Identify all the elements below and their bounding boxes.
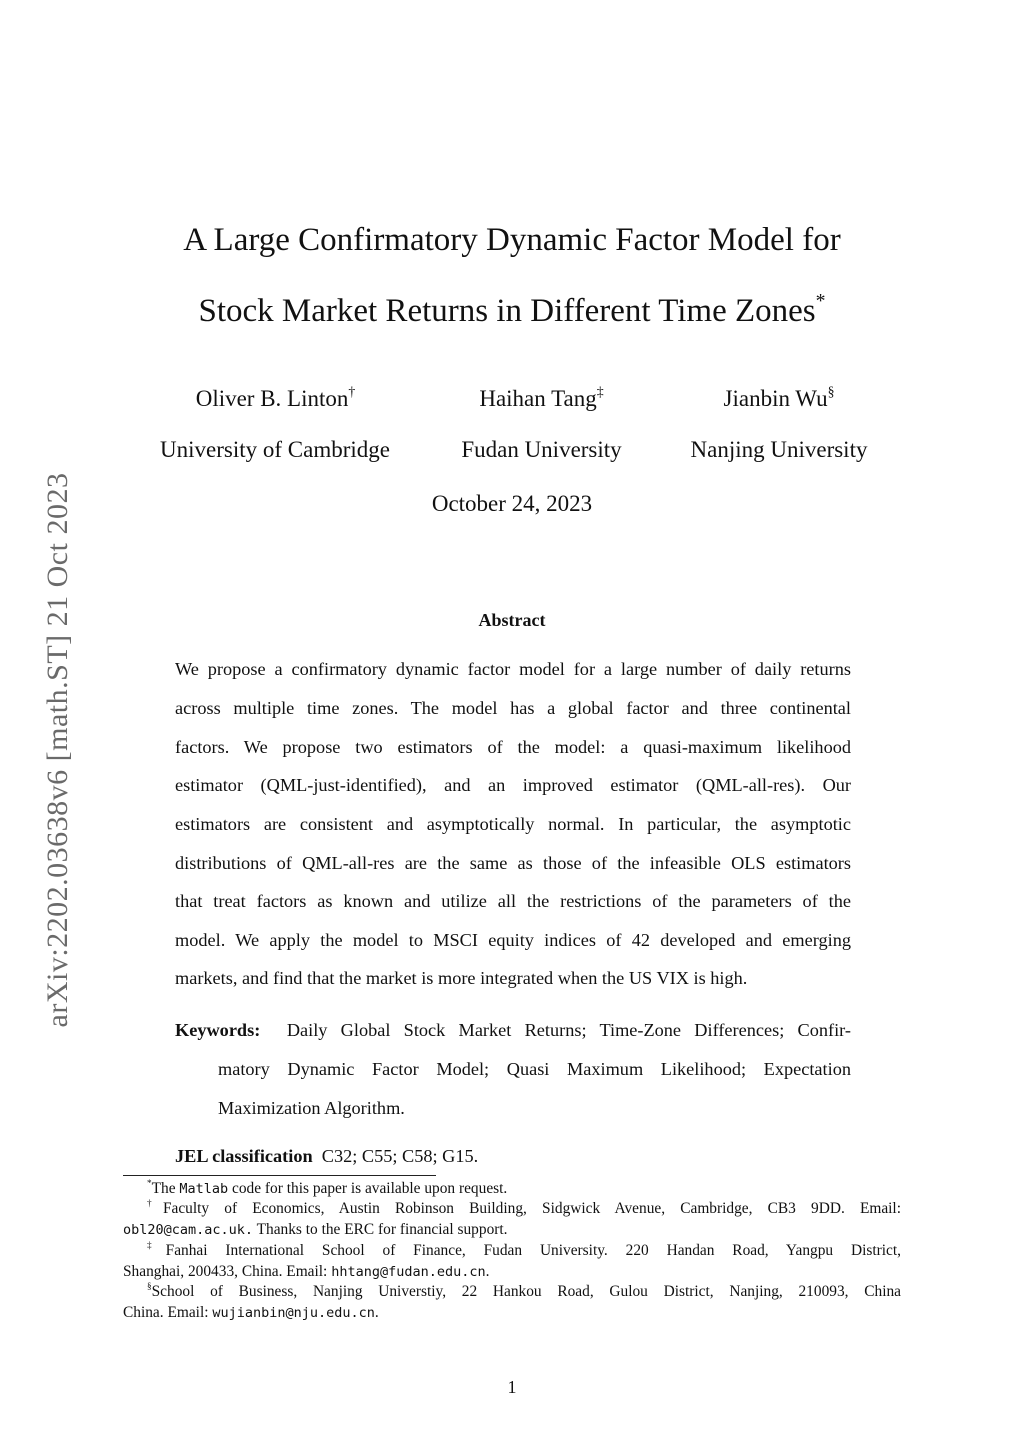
footnote-text: The [151, 1180, 180, 1197]
paper-date: October 24, 2023 [431, 491, 593, 516]
abstract-line: model. We apply the model to MSCI equity indices of 42 developed and emerging [175, 930, 851, 950]
abstract-line: across multiple time zones. The model has a global factor and three continental [175, 698, 851, 718]
page-number: 1 [507, 1377, 517, 1397]
footnote-mark: § [147, 1280, 152, 1291]
author-name: Jianbin Wu [723, 386, 828, 411]
footnote-text: Faculty of Economics, Austin Robinson Building, Sidgwick Avenue, Cambridge, CB3 9DD. Email: [162, 1200, 901, 1217]
abstract-line: markets, and find that the market is more integrated when the US VIX is high. [175, 968, 748, 988]
author-mark: † [348, 383, 356, 399]
paper-title-line-2 [0, 290, 1024, 330]
footnote-mark: † [147, 1197, 163, 1208]
jel-label: JEL classification [175, 1146, 313, 1166]
footnote-2-line-2 [123, 1221, 901, 1239]
title-text-2: Stock Market Returns in Different Time Zones [198, 293, 816, 329]
keywords-label: Keywords: [175, 1020, 261, 1040]
matlab-code-text: Matlab [179, 1181, 229, 1197]
author-name: Haihan Tang [479, 386, 597, 411]
abstract-line: estimator (QML-just-identified), and an improved estimator (QML-all-res). Our [175, 775, 851, 795]
email-link[interactable]: hhtang@fudan.edu.cn [331, 1264, 486, 1280]
keywords-line-3: Maximization Algorithm. [218, 1098, 405, 1118]
footnote-mark: ‡ [147, 1239, 166, 1250]
author-name: Oliver B. Linton [195, 386, 349, 411]
jel-classification [175, 1146, 851, 1167]
footnote-text: Thanks to the ERC for financial support. [253, 1221, 508, 1238]
footnote-text: School of Business, Nanjing Universtiy, 22 Hankou Road, Gulou District, Nanjing, 210093, China [151, 1283, 901, 1300]
footnote-rule [123, 1175, 436, 1176]
footnote-text: . [485, 1263, 490, 1280]
abstract-line: factors. We propose two estimators of the model: a quasi-maximum likelihood [175, 737, 851, 757]
author-linton [148, 383, 403, 412]
keywords-line-1 [175, 1020, 851, 1041]
affiliation-fudan: Fudan University [461, 437, 622, 462]
footnote-4-line-2 [123, 1304, 901, 1322]
keywords-line-2: matory Dynamic Factor Model; Quasi Maximum Likelihood; Expectation [218, 1059, 851, 1079]
title-text-1: A Large Confirmatory Dynamic Factor Model for [183, 222, 841, 258]
author-wu [680, 383, 878, 412]
email-link[interactable]: wujianbin@nju.edu.cn [212, 1305, 375, 1321]
jel-codes: C32; C55; C58; G15. [321, 1146, 479, 1166]
title-footnote-mark: * [815, 290, 826, 313]
abstract-line: We propose a confirmatory dynamic factor model for a large number of daily returns [175, 659, 851, 679]
author-mark: ‡ [596, 383, 604, 399]
keywords-text: Daily Global Stock Market Returns; Time-Zone Differences; Confir- [286, 1020, 851, 1040]
footnote-4-line-1 [147, 1280, 901, 1301]
abstract-line: distributions of QML-all-res are the same as those of the infeasible OLS estimators [175, 853, 851, 873]
abstract-line: estimators are consistent and asymptotically normal. In particular, the asymptotic [175, 814, 851, 834]
footnote-text: Shanghai, 200433, China. Email: [123, 1263, 332, 1280]
affiliation-nanjing: Nanjing University [690, 437, 868, 462]
arxiv-identifier: arXiv:2202.03638v6 [math.ST] 21 Oct 2023 [41, 472, 74, 1028]
abstract-line: that treat factors as known and utilize all the restrictions of the parameters of the [175, 891, 851, 911]
footnote-text: Fanhai International School of Finance, Fudan University. 220 Handan Road, Yangpu District, [165, 1242, 901, 1259]
author-tang [450, 383, 633, 412]
footnote-1 [147, 1177, 901, 1198]
paper-title-line-1 [0, 222, 1024, 259]
abstract-heading: Abstract [478, 610, 546, 630]
footnote-3-line-2 [123, 1263, 901, 1281]
email-link[interactable]: obl20@cam.ac.uk. [123, 1222, 254, 1238]
footnote-mark: * [147, 1177, 152, 1188]
footnote-text: . [374, 1304, 379, 1321]
affiliation-cambridge: University of Cambridge [160, 437, 390, 462]
author-mark: § [827, 383, 835, 399]
footnote-3-line-1 [147, 1239, 901, 1260]
footnote-text: China. Email: [123, 1304, 213, 1321]
footnote-text: code for this paper is available upon request. [228, 1180, 508, 1197]
footnote-2-line-1 [147, 1197, 901, 1218]
